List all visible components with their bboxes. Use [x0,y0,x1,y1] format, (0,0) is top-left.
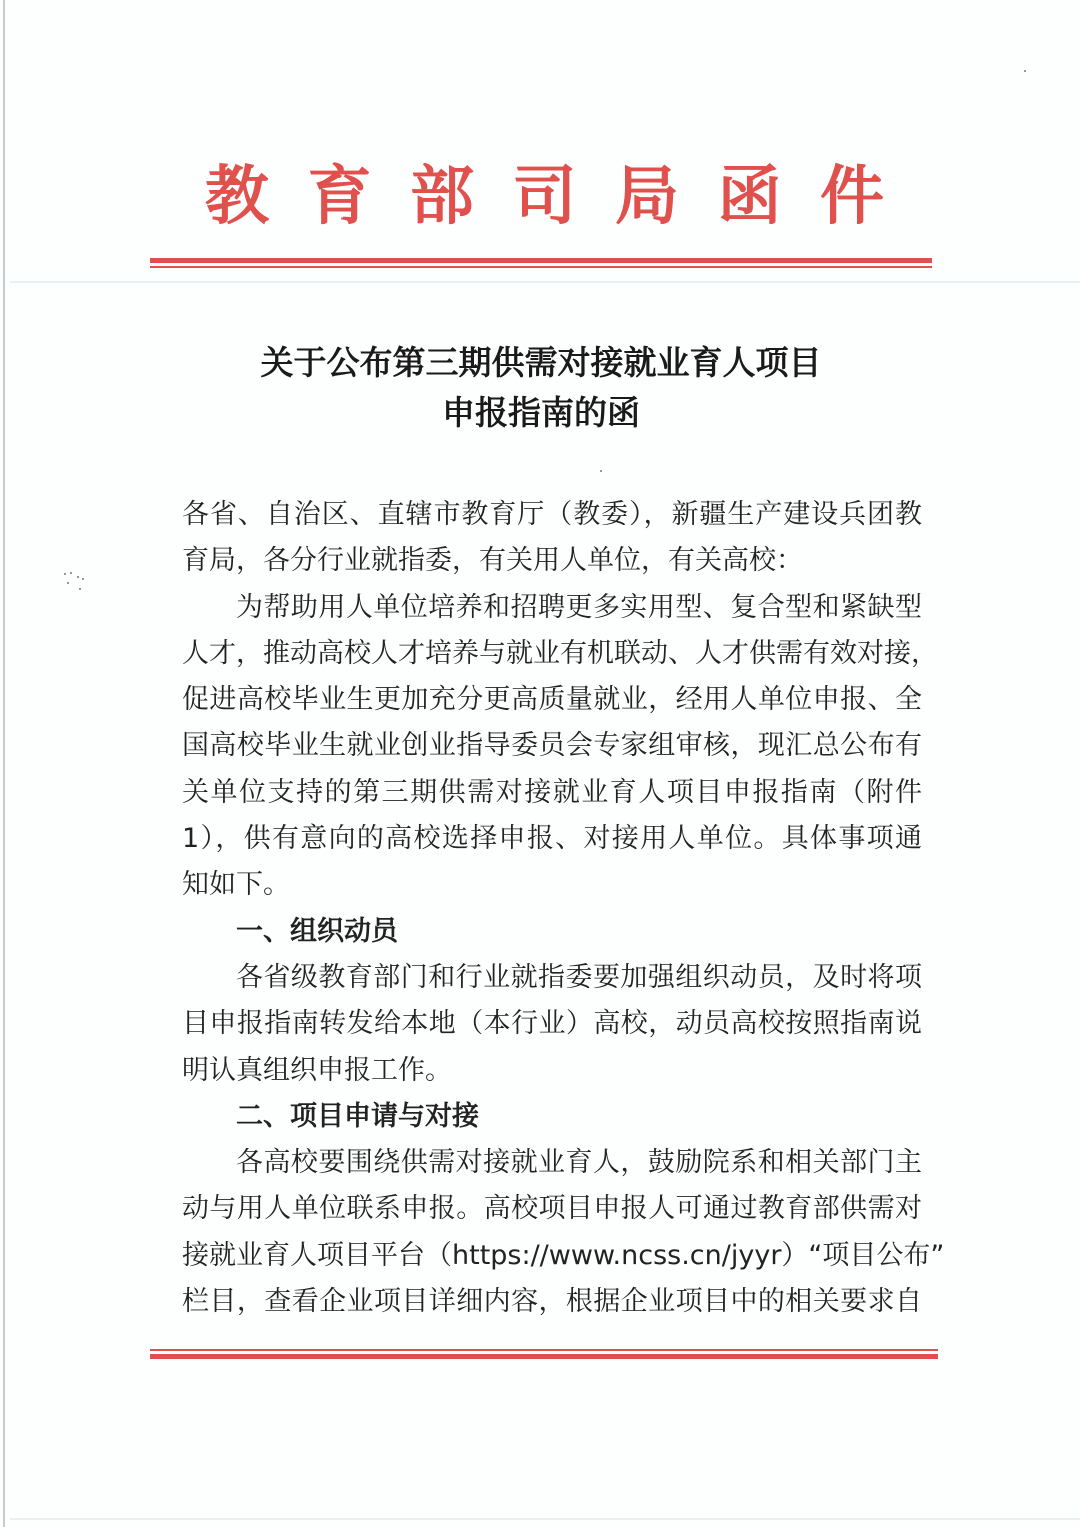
text-line: 国高校毕业生就业创业指导委员会专家组审核，现汇总公布有 [182,730,922,762]
document-title-line-1: 关于公布第三期供需对接就业育人项目 [260,343,822,382]
scan-speck [1024,70,1026,72]
letterhead-char: 局 [615,159,679,234]
text-line: 关单位支持的第三期供需对接就业育人项目申报指南（附件 [182,776,922,808]
text-line: 人才，推动高校人才培养与就业有机联动、人才供需有效对接， [182,637,938,669]
text-line: 为帮助用人单位培养和招聘更多实用型、复合型和紧缺型 [236,591,922,623]
scan-speck [64,573,66,575]
letterhead-char: 育 [307,159,372,234]
letterhead-char: 司 [512,159,577,234]
text-line: 促进高校毕业生更加充分更高质量就业，经用人单位申报、全 [182,684,922,716]
text-line: 各省、自治区、直辖市教育厅（教委），新疆生产建设兵团教 [182,499,922,530]
letterhead-char: 部 [410,159,474,234]
footer-rule-thick [150,1354,938,1359]
intro-paragraph [182,585,938,909]
salutation [182,492,922,585]
document-title [150,338,932,438]
text-line: 栏目，查看企业项目详细内容，根据企业项目中的相关要求自 [182,1286,922,1318]
section-heading-2: 二、项目申请与对接 [236,1100,479,1132]
text-line: 目申报指南转发给本地（本行业）高校，动员高校按照指南说 [182,1008,922,1040]
letterhead-rule-thick [150,258,932,263]
scan-speck [600,470,602,472]
text-line: 1），供有意向的高校选择申报、对接用人单位。具体事项通 [182,823,922,855]
text-line: 各高校要围绕供需对接就业育人，鼓励院系和相关部门主 [236,1147,922,1179]
letterhead-char: 函 [717,159,782,234]
text-line: 动与用人单位联系申报。高校项目申报人可通过教育部供需对 [182,1193,922,1225]
scan-speck [67,582,69,584]
text-line: 各省级教育部门和行业就指委要加强组织动员，及时将项 [236,961,922,993]
scan-fold-line [10,281,1080,283]
text-line: 明认真组织申报工作。 [182,1054,452,1086]
text-line: 知如下。 [182,869,290,901]
scan-fold-line-bottom [10,1518,1080,1520]
letterhead-char: 件 [820,159,884,234]
letterhead-rule-thin [150,266,932,268]
section-1-paragraph [182,955,922,1094]
text-line: 接就业育人项目平台（https://www.ncss.cn/jyyr）“项目公布” [182,1239,945,1271]
letterhead-title [150,152,932,242]
letterhead-char: 教 [205,159,269,234]
scan-speck [77,576,79,578]
section-2-paragraph [182,1140,945,1325]
document-title-line-2: 申报指南的函 [442,393,640,432]
scan-speck [82,578,84,580]
section-heading-1: 一、组织动员 [236,915,398,947]
document-body [182,492,945,1325]
text-line: 育局，各分行业就指委，有关用人单位，有关高校： [182,545,803,577]
scan-speck [79,588,81,590]
footer-rule-thin [150,1349,938,1351]
scan-speck [70,572,72,574]
page-edge [3,0,5,1527]
